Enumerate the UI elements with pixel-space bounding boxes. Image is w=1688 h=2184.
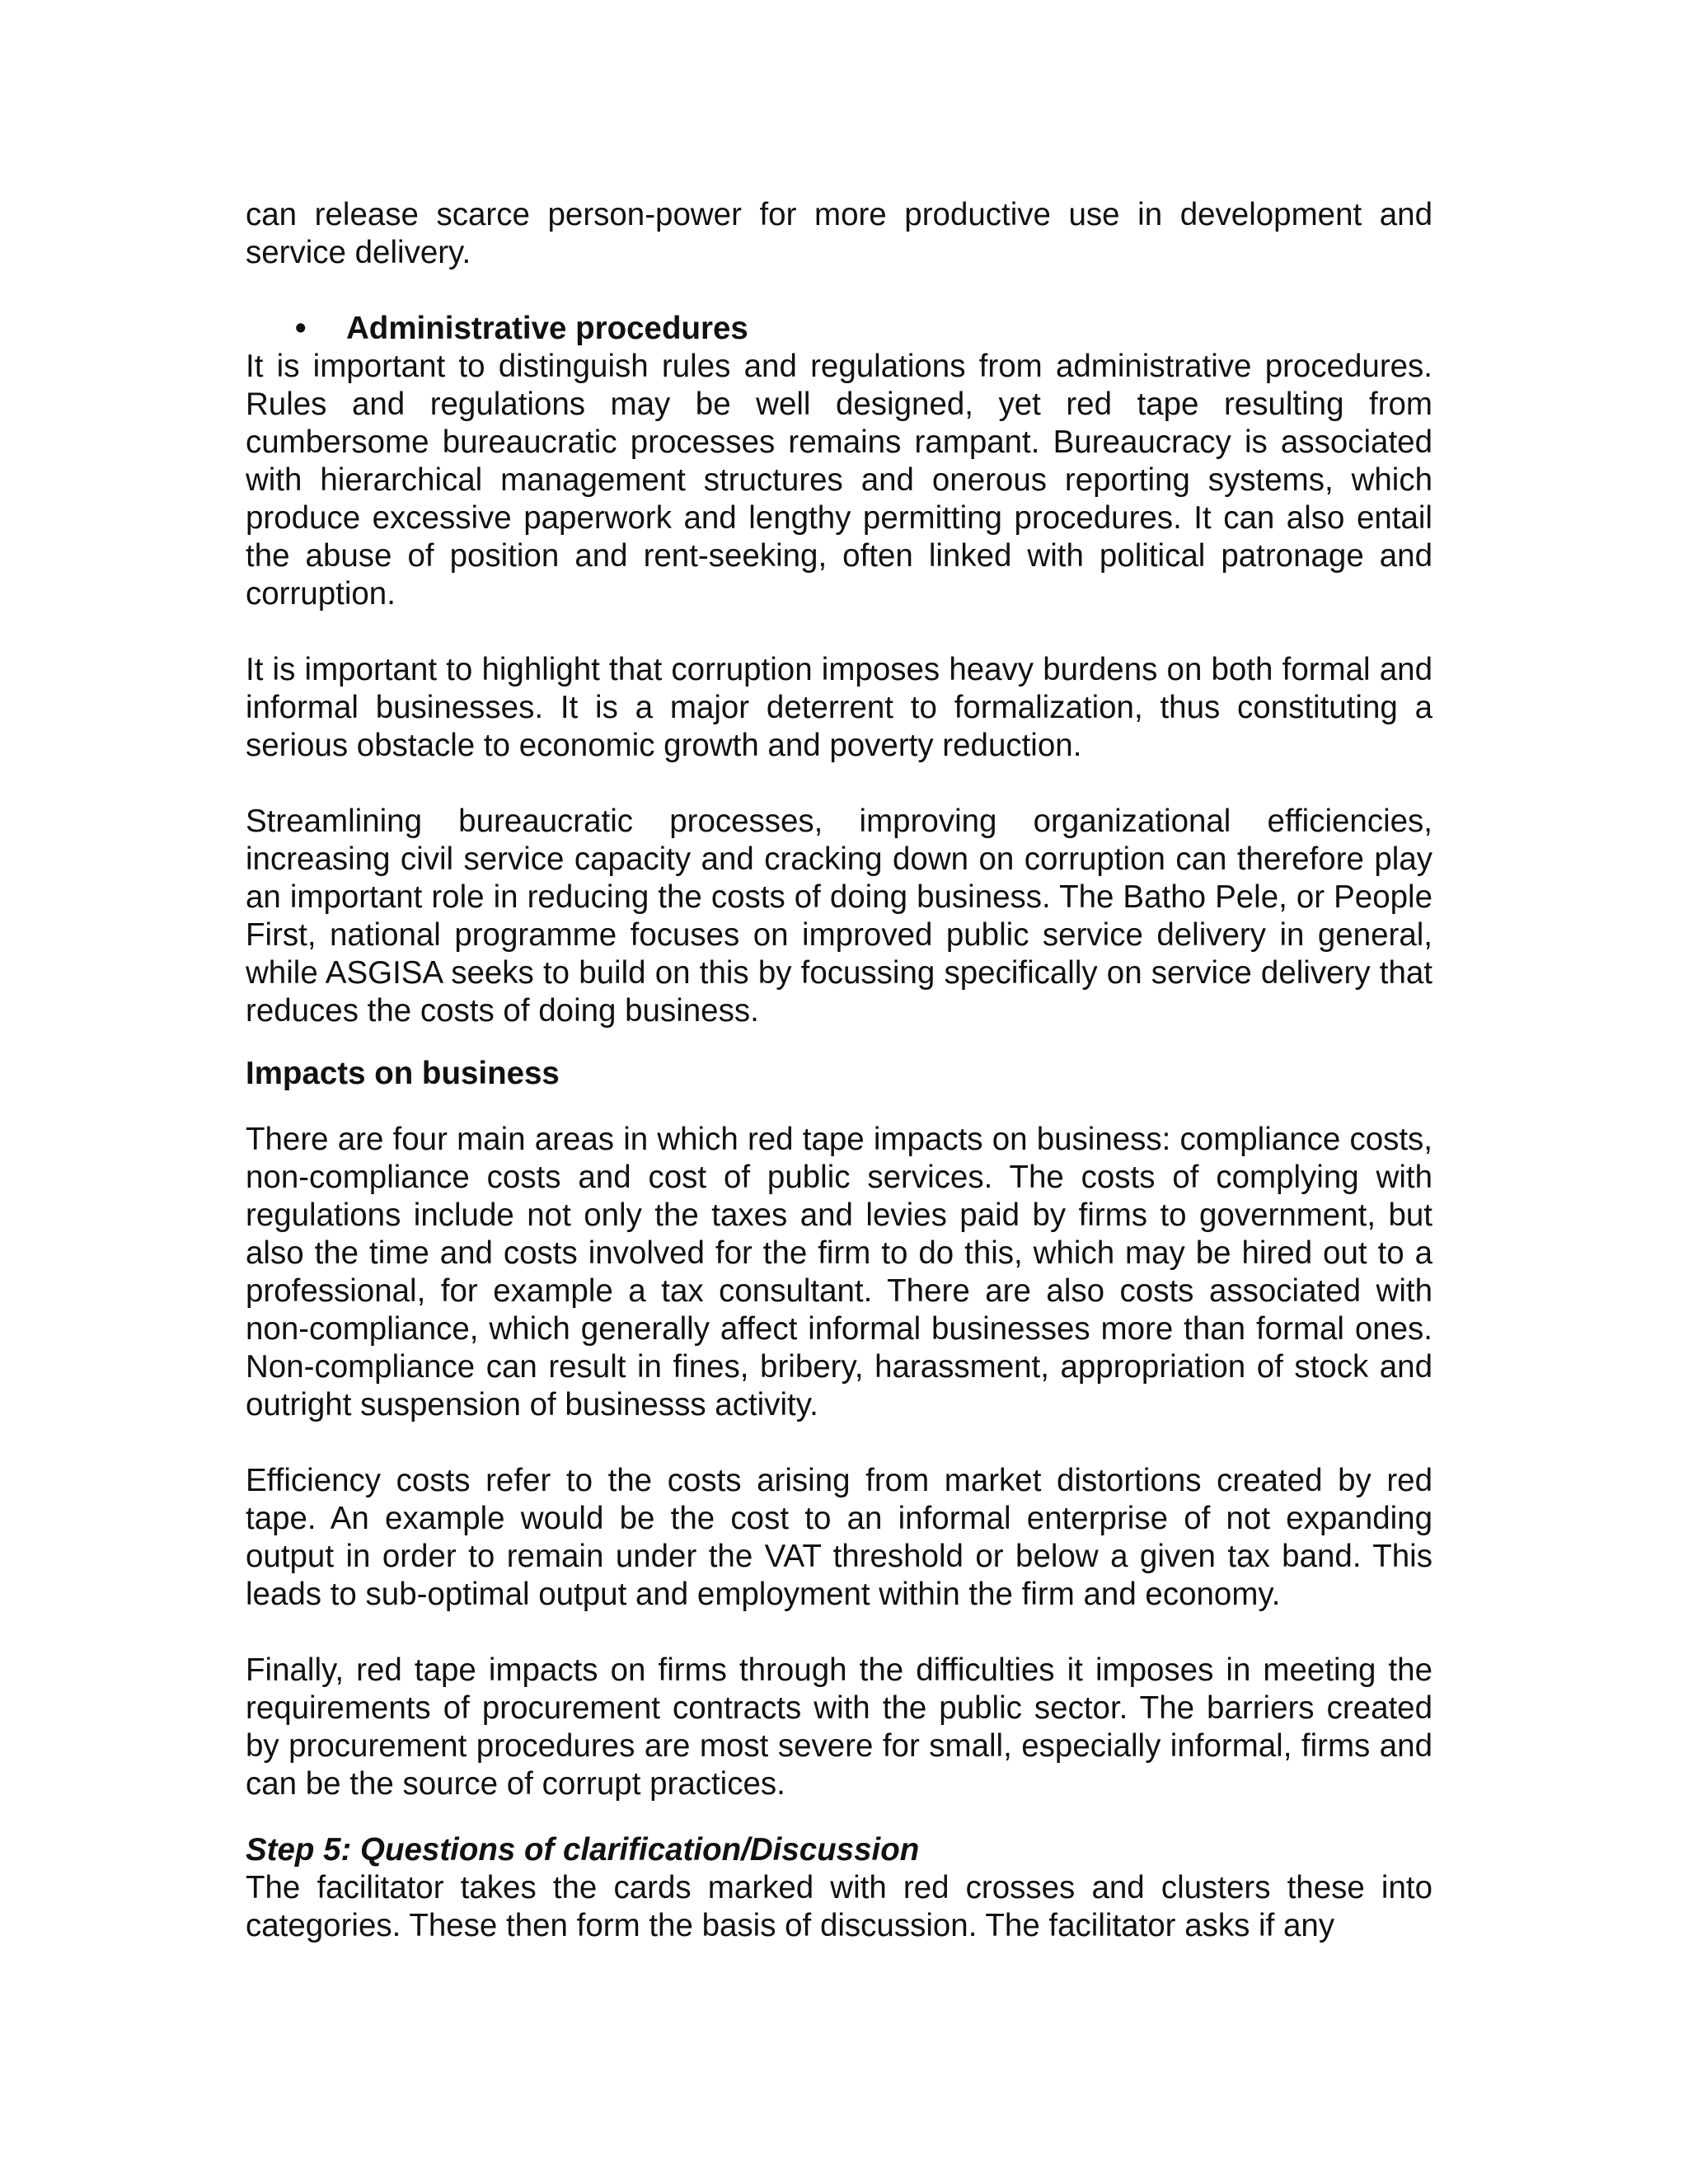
- paragraph-corruption-burden: It is important to highlight that corruption imposes heavy burdens on both formal and informal businesses. It is a major deterrent to formalization, thus constituting a serious obstacle to economic growth and poverty reduction.: [246, 652, 1432, 763]
- paragraph-procurement: Finally, red tape impacts on firms through the difficulties it imposes in meeting the requirements of procurement contracts with the public sector. The barriers created by procurement procedures are most severe for small, especially informal, firms and can be the source of corrupt practices.: [246, 1652, 1432, 1802]
- bullet-dot-icon: •: [295, 311, 307, 346]
- document-page: [246, 196, 1432, 1945]
- paragraph-administrative-procedures: It is important to distinguish rules and regulations from administrative procedures. Rules and regulations may be well designed, yet red tape resulting from cumbersome bureaucratic processes remains rampant. Bureaucracy is associated with hierarchical management structures and onerous reporting systems, which produce excessive paperwork and lengthy permitting procedures. It can also entail the abuse of position and rent-seeking, often linked with political patronage and corruption.: [246, 349, 1432, 612]
- heading-impacts-on-business: Impacts on business: [246, 1056, 560, 1091]
- paragraph-intro-continuation: can release scarce person-power for more productive use in development and service delivery.: [246, 197, 1432, 270]
- bullet-administrative-procedures: [246, 310, 1432, 348]
- paragraph-four-main-areas: There are four main areas in which red tape impacts on business: compliance costs, non-compliance costs and cost of public services. The costs of complying with regulations include not only the taxes and levies paid by firms to government, but also the time and costs involved for the firm to do this, which may be hired out to a professional, for example a tax consultant. There are also costs associated with non-compliance, which generally affect informal businesses more than formal ones. Non-compliance can result in fines, bribery, harassment, appropriation of stock and outright suspension of businesss activity.: [246, 1122, 1432, 1422]
- bullet-label: Administrative procedures: [346, 311, 748, 346]
- paragraph-efficiency-costs: Efficiency costs refer to the costs arising from market distortions created by red tape. An example would be the cost to an informal enterprise of not expanding output in order to remain under the VAT threshold or below a given tax band. This leads to sub-optimal output and employment within the firm and economy.: [246, 1463, 1432, 1612]
- heading-step-5: Step 5: Questions of clarification/Discussion: [246, 1832, 920, 1868]
- paragraph-streamlining: Streamlining bureaucratic processes, improving organizational efficiencies, increasing civil service capacity and cracking down on corruption can therefore play an important role in reducing the costs of doing business. The Batho Pele, or People First, national programme focuses on improved public service delivery in general, while ASGISA seeks to build on this by focussing specifically on service delivery that reduces the costs of doing business.: [246, 804, 1432, 1029]
- paragraph-facilitator: The facilitator takes the cards marked with red crosses and clusters these into categories. These then form the basis of discussion. The facilitator asks if any: [246, 1870, 1432, 1943]
